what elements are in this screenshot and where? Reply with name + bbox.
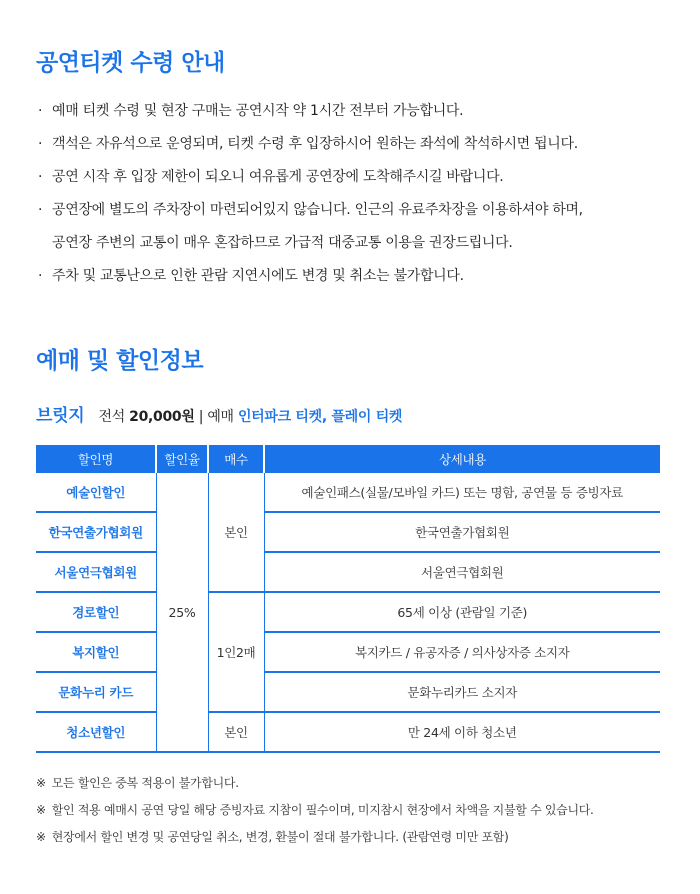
discount-detail: 예술인패스(실물/모바일 카드) 또는 명함, 공연물 등 증빙자료	[264, 473, 660, 512]
ticket-count: 1인2매	[208, 592, 264, 712]
discount-name: 문화누리 카드	[36, 672, 156, 712]
notice-item: · 객석은 자유석으로 운영되며, 티켓 수령 후 입장하시어 원하는 좌석에 착석하시면 됩니다.	[38, 136, 578, 152]
header-details: 상세내용	[264, 445, 660, 473]
discount-detail: 한국연출가협회원	[264, 512, 660, 552]
header-discount-rate: 할인율	[156, 445, 208, 473]
seat-label: 전석	[98, 409, 125, 425]
notice-item: · 예매 티켓 수령 및 현장 구매는 공연시작 약 1시간 전부터 가능합니다.	[38, 103, 464, 119]
notice-item: · 공연 시작 후 입장 제한이 되오니 여유롭게 공연장에 도착해주시길 바랍니다.	[38, 169, 504, 185]
table-row	[36, 632, 660, 672]
booking-label: 예매	[207, 409, 234, 425]
discount-name: 서울연극협회원	[36, 552, 156, 592]
booking-vendors: 인터파크 티켓, 플레이 티켓	[237, 409, 403, 425]
discount-table	[36, 445, 660, 753]
ticket-count: 본인	[208, 712, 264, 752]
discount-section-title: 예매 및 할인정보	[36, 348, 204, 374]
discount-name: 한국연출가협회원	[36, 512, 156, 552]
table-row	[36, 712, 660, 752]
table-row	[36, 672, 660, 712]
footnote-item: ※ 할인 적용 예매시 공연 당일 해당 증빙자료 지참이 필수이며, 미지참시 현장에서 차액을 지불할 수 있습니다.	[36, 803, 594, 817]
discount-detail: 서울연극협회원	[264, 552, 660, 592]
ticket-section-title: 공연티켓 수령 안내	[36, 50, 225, 76]
discount-rate: 25%	[156, 473, 208, 752]
discount-detail: 만 24세 이하 청소년	[264, 712, 660, 752]
show-name: 브릿지	[36, 406, 85, 426]
table-row	[36, 592, 660, 632]
footnote-item: ※ 현장에서 할인 변경 및 공연당일 취소, 변경, 환불이 절대 불가합니다. (관람연령 미만 포함)	[36, 830, 509, 844]
discount-name: 경로할인	[36, 592, 156, 632]
table-row	[36, 552, 660, 592]
table-row	[36, 512, 660, 552]
footnote-list	[36, 770, 594, 851]
header-ticket-count: 매수	[208, 445, 264, 473]
discount-name: 청소년할인	[36, 712, 156, 752]
discount-detail: 복지카드 / 유공자증 / 의사상자증 소지자	[264, 632, 660, 672]
table-row	[36, 473, 660, 512]
discount-detail: 65세 이상 (관람일 기준)	[264, 592, 660, 632]
discount-name: 예술인할인	[36, 473, 156, 512]
header-discount-name: 할인명	[36, 445, 156, 473]
separator: |	[198, 409, 204, 425]
table-header-row	[36, 445, 660, 473]
show-price: 20,000원	[129, 409, 195, 425]
show-info	[36, 401, 402, 426]
ticket-count: 본인	[208, 473, 264, 592]
footnote-item: ※ 모든 할인은 중복 적용이 불가합니다.	[36, 776, 239, 790]
notice-item: · 공연장에 별도의 주차장이 마련되어있지 않습니다. 인근의 유료주차장을 이용하셔야 하며, 공연장 주변의 교통이 매우 혼잡하므로 가급적 대중교통 이용을 권장드립니다.	[38, 202, 583, 251]
ticket-notice-list	[36, 95, 676, 293]
discount-detail: 문화누리카드 소지자	[264, 672, 660, 712]
notice-item: · 주차 및 교통난으로 인한 관람 지연시에도 변경 및 취소는 불가합니다.	[38, 268, 464, 284]
discount-name: 복지할인	[36, 632, 156, 672]
